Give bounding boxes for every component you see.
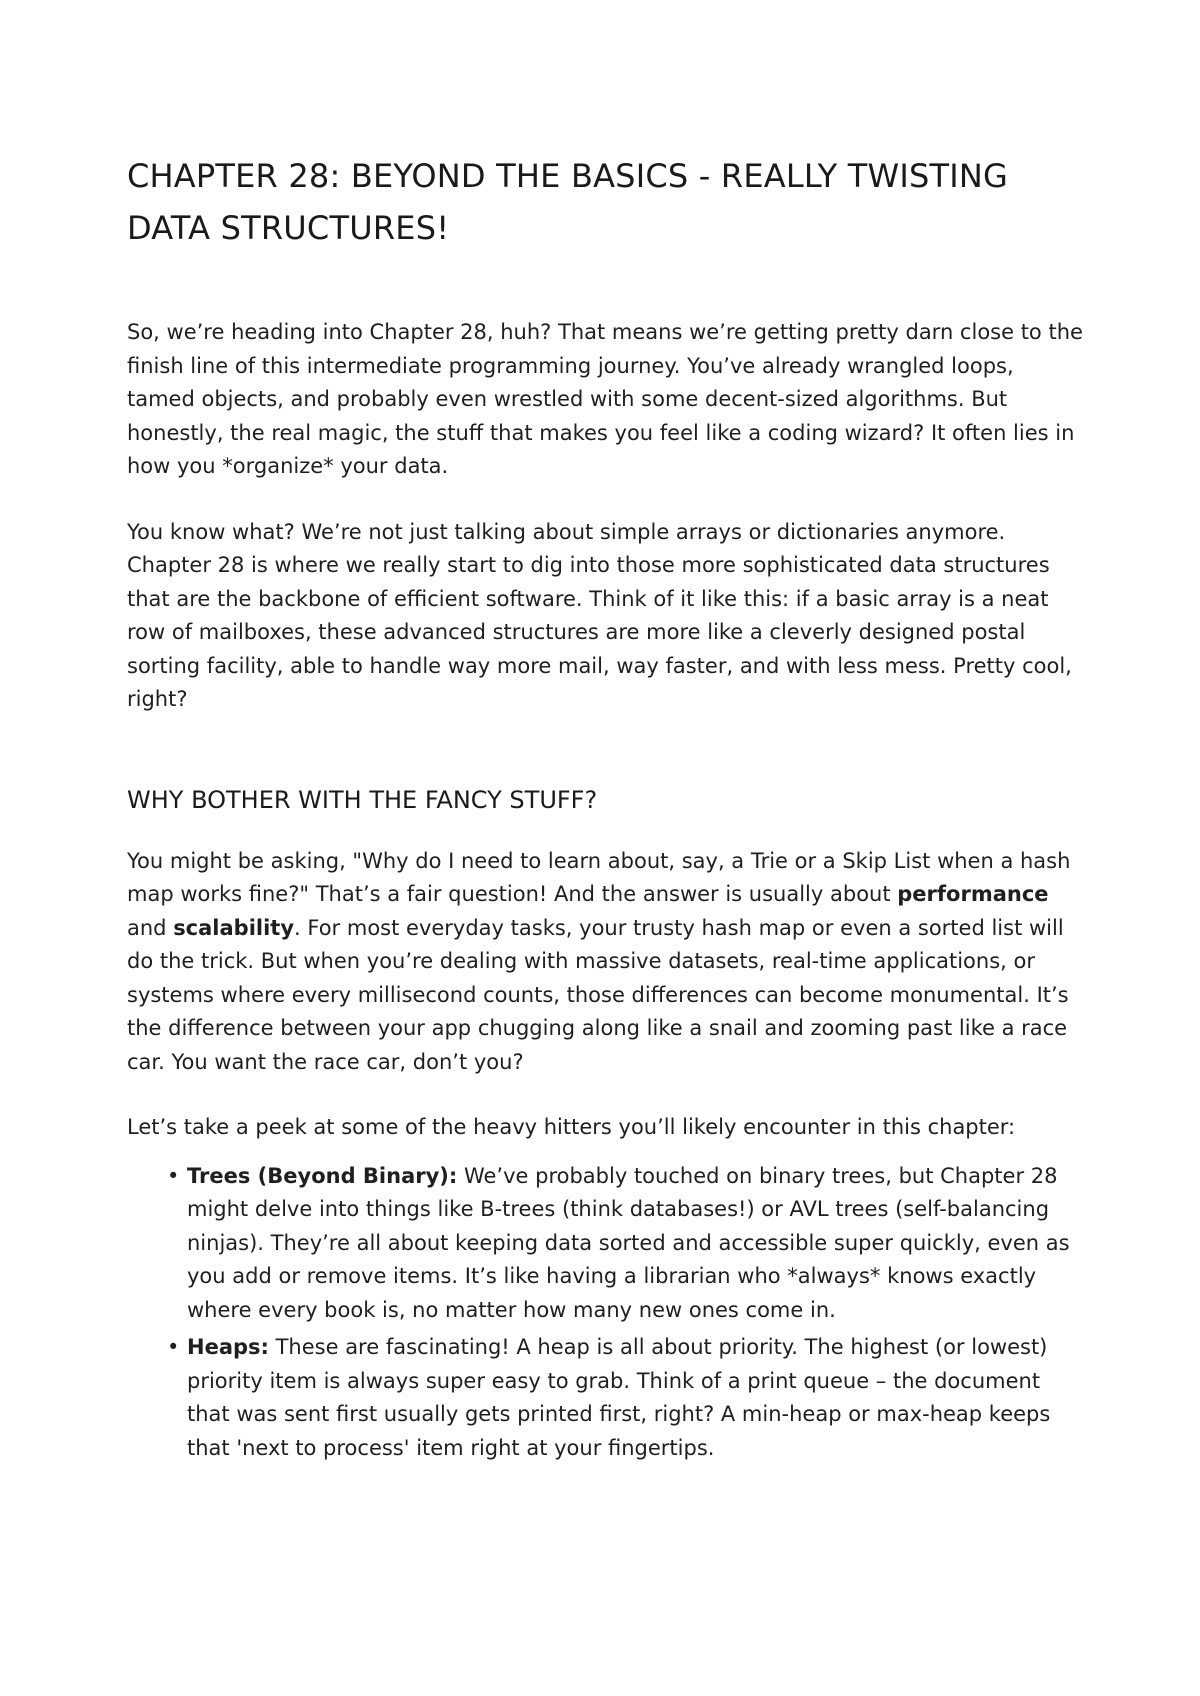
list-item-text: These are fascinating! A heap is all about priority. The highest (or lowest) priority item is always super easy to grab. Think of a print queue – the document that was sent first usually gets printed first, right? A min-heap or max-heap keeps that 'next to process' item right at your fingertips. (187, 1335, 1051, 1460)
section-paragraph-1-part3: . For most everyday tasks, your trusty hash map or even a sorted list will do the trick. But when you’re dealing with massive datasets, real-time applications, or systems where every millisecond counts, those differences can become monumental. It’s the difference between your app chugging along like a snail and zooming past like a race car. You want the race car, don’t you? (127, 915, 1069, 1074)
bullet-glyph: • (167, 1335, 180, 1359)
intro-paragraph-2: You know what? We’re not just talking about simple arrays or dictionaries anymore. Chapter 28 is where we really start to dig into those more sophisticated data structures that are the backbone of efficient software. Think of it like this: if a basic array is a neat row of mailboxes, these advanced structures are more like a cleverly designed postal sorting facility, able to handle way more mail, way faster, and with less mess. Pretty cool, right? (127, 519, 1072, 711)
list-item-trees (167, 1160, 1087, 1328)
list-item-term: Heaps: (187, 1335, 269, 1359)
list-item-term: Trees (Beyond Binary): (187, 1163, 458, 1188)
section-paragraph-1-part2: and (127, 915, 174, 940)
section-paragraph-1-part1: You might be asking, "Why do I need to learn about, say, a Trie or a Skip List when a hash map works fine?" That’s a fair question! And the answer is usually about (127, 848, 1071, 906)
bold-performance: performance (897, 882, 1049, 906)
bold-scalability: scalability (173, 915, 295, 940)
intro-paragraph-1: So, we’re heading into Chapter 28, huh? That means we’re getting pretty darn close to the finish line of this intermediate programming journey. You’ve already wrangled loops, tamed objects, and probably even wrestled with some decent-sized algorithms. But honestly, the real magic, the stuff that makes you feel like a coding wizard? It often lies in how you *organize* your data. (127, 320, 1083, 478)
list-item-heaps (167, 1331, 1087, 1465)
chapter-title: CHAPTER 28: BEYOND THE BASICS - REALLY TWISTING DATA STRUCTURES! (127, 157, 1009, 247)
structures-list (127, 1160, 1087, 1466)
list-item-text: We’ve probably touched on binary trees, but Chapter 28 might delve into things like B-trees (think databases!) or AVL trees (self-balancing ninjas). They’re all about keeping data sorted and accessible super quickly, even as you add or remove items. It’s like having a librarian who *always* knows exactly where every book is, no matter how many new ones come in. (187, 1163, 1070, 1322)
section-heading: WHY BOTHER WITH THE FANCY STUFF? (127, 785, 598, 814)
section-paragraph-2: Let’s take a peek at some of the heavy hitters you’ll likely encounter in this chapter: (127, 1115, 1016, 1139)
document-page (127, 150, 1087, 1469)
bullet-glyph: • (167, 1163, 180, 1188)
section-paragraph-1 (127, 845, 1087, 1080)
